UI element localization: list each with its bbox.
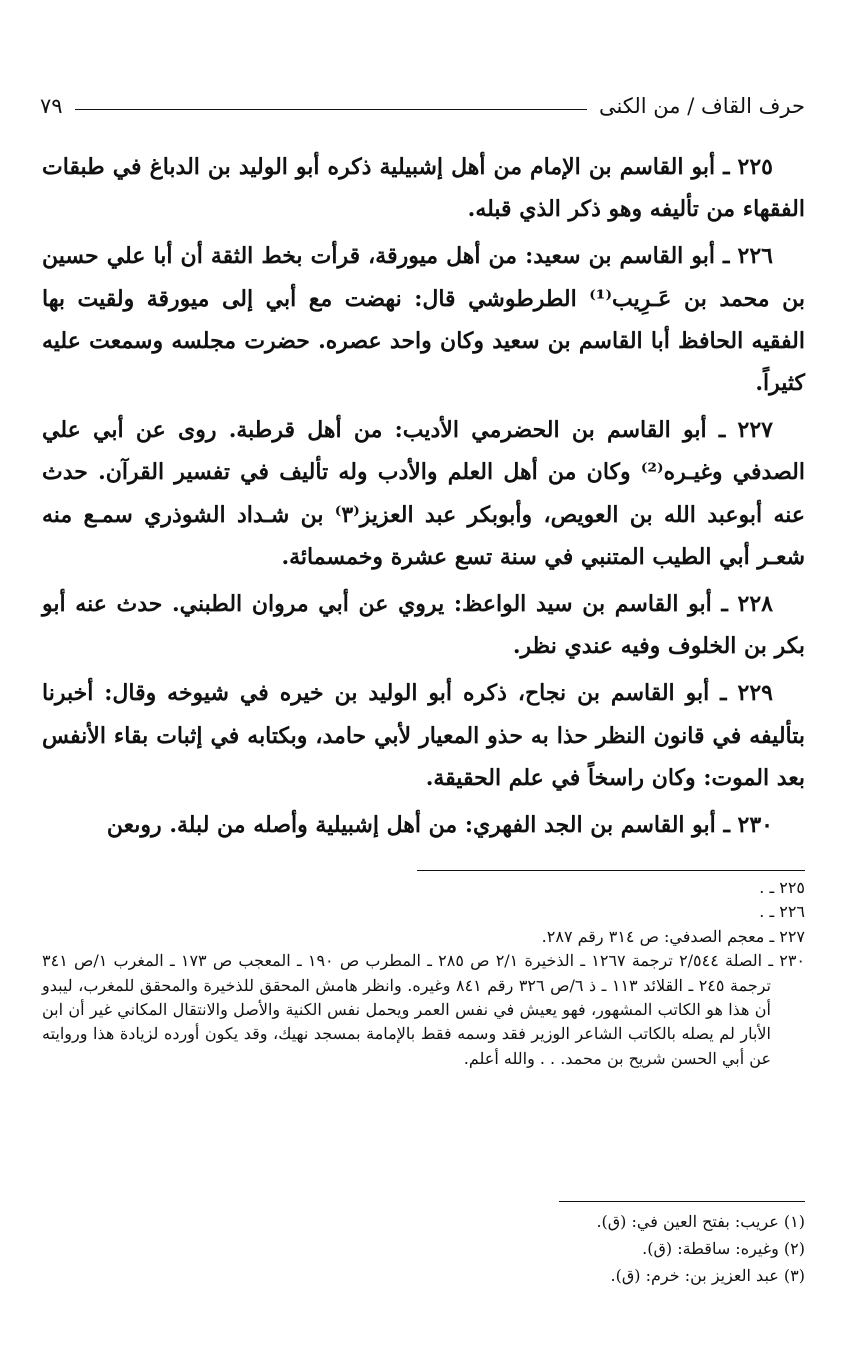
footnote-2: (٢) وغيره: ساقطة: (ق). — [642, 1239, 805, 1258]
entry-228: ٢٢٨ ـ أبو القاسم بن سيد الواعظ: يروي عن أبي مروان الطبني. حدث عنه أبو بكر بن الخلوف وفيه عندي نظر. — [42, 591, 805, 660]
running-title: حرف القاف / من الكنى — [598, 94, 805, 118]
note-225: ٢٢٥ ـ . — [759, 878, 805, 897]
notes-divider — [417, 870, 805, 871]
entry-227: ٢٢٧ ـ أبو القاسم بن الحضرمي الأديب: من أهل قرطبة. روى عن أبي علي الصدفي وغيـره⁽²⁾ وكان من أهل العلم والأدب وله تأليف في تفسير القرآن. حدث عنه أبوعبد الله بن العويص، وأبوبكر عبد العزيز⁽٣⁾ بن شـداد الشوذري سمـع منه شعـر أبي الطيب المتنبي في سنة تسع عشرة وخمسمائة. — [42, 417, 805, 570]
note-230: ٢٣٠ ـ الصلة ٢/٥٤٤ ترجمة ١٢٦٧ ـ الذخيرة ٢/١ ص ٢٨٥ ـ المطرب ص ١٩٠ ـ المعجب ص ١٧٣ ـ المغرب ١/ص ٣٤١ ترجمة ٢٤٥ ـ القلائد ١١٣ ـ ذ ٦/ص ٣٢٦ رقم ٨٤١ وغيره. وانظر هامش المحقق للذخيرة والمحقق للمغرب، ليبدو أن هذا هو الكاتب المشهور، فهو يعيش في نفس العمر ويحمل نفس الكنية والأصل والانتقال المكاني غير أن ابن الأبار لم يصله بالكاتب الشاعر الوزير فقد وسمه فقط بالإمامة بمسجد نهيك، وقد يكون أورده لزيادة هذا وروايته عن أبي الحسن شريح بن محمد. . . والله أعلم. — [42, 951, 806, 1068]
entry-230: ٢٣٠ ـ أبو القاسم بن الجد الفهري: من أهل إشبيلية وأصله من لبلة. روىعن — [106, 812, 773, 839]
source-notes — [42, 876, 805, 1071]
note-227: ٢٢٧ ـ معجم الصدفي: ص ٣١٤ رقم ٢٨٧. — [541, 926, 805, 946]
footnotes-divider — [559, 1201, 805, 1202]
page-header — [40, 86, 805, 126]
footnotes — [42, 1208, 805, 1289]
entry-229: ٢٢٩ ـ أبو القاسم بن نجاح، ذكره أبو الوليد بن خيره في شيوخه وقال: أخبرنا بتأليفه في قانون النظر حذا به حذو المعيار لأبي حامد، وبكتابه في إثبات بقاء الأنفس بعد الموت: وكان راسخاً في علم الحقيقة. — [42, 680, 805, 791]
page-number: ٧٩ — [40, 94, 63, 118]
footnote-3: (٣) عبد العزيز بن: خرم: (ق). — [610, 1266, 805, 1285]
footnote-1: (١) عريب: بفتح العين في: (ق). — [596, 1212, 805, 1231]
main-text — [42, 146, 805, 851]
header-rule — [75, 109, 587, 110]
entry-225: ٢٢٥ ـ أبو القاسم بن الإمام من أهل إشبيلية ذكره أبو الوليد بن الدباغ في طبقات الفقهاء من تأليفه وهو ذكر الذي قبله. — [42, 154, 805, 223]
entry-226: ٢٢٦ ـ أبو القاسم بن سعيد: من أهل ميورقة، قرأت بخط الثقة أن أبا علي حسين بن محمد بن عَـرِيب⁽¹⁾ الطرطوشي قال: نهضت مع أبي إلى ميورقة ولقيت بها الفقيه الحافظ أبا القاسم بن سعيد وكان واحد عصره. حضرت مجلسه وسمعت عليه كثيراً. — [42, 243, 805, 397]
note-226: ٢٢٦ ـ . — [759, 902, 805, 922]
